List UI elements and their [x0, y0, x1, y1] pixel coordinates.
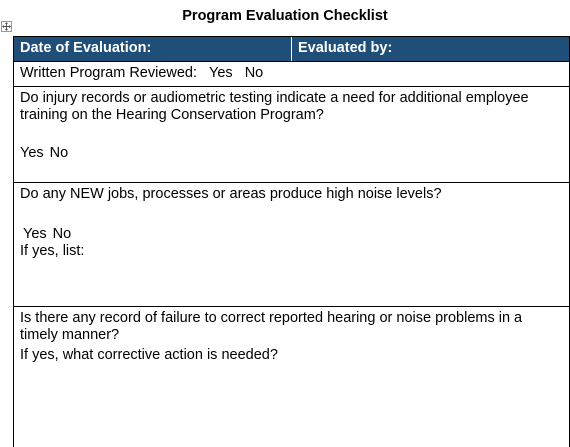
- written-program-yes[interactable]: Yes: [209, 65, 233, 81]
- injury-records-row[interactable]: [14, 87, 569, 183]
- failure-record-question: Is there any record of failure to correct reported hearing or noise problems in a timely manner?: [20, 310, 523, 343]
- evaluation-checklist-table: [13, 36, 570, 447]
- evaluated-by-cell[interactable]: Evaluated by:: [298, 40, 393, 56]
- new-jobs-row[interactable]: [14, 183, 569, 307]
- failure-record-row[interactable]: [14, 307, 569, 447]
- header-row: [14, 37, 569, 62]
- new-jobs-yes[interactable]: Yes: [23, 226, 47, 242]
- document-title: Program Evaluation Checklist: [182, 8, 388, 24]
- date-of-evaluation-cell[interactable]: Date of Evaluation:: [14, 37, 292, 61]
- written-program-row[interactable]: [14, 62, 569, 87]
- new-jobs-no[interactable]: No: [52, 226, 72, 242]
- written-program-no[interactable]: No: [244, 65, 264, 81]
- written-program-label: Written Program Reviewed:: [20, 65, 198, 81]
- injury-records-no[interactable]: No: [49, 145, 69, 161]
- new-jobs-question: Do any NEW jobs, processes or areas produce high noise levels?: [20, 186, 442, 202]
- injury-records-question: Do injury records or audiometric testing indicate a need for additional employee training on the Hearing Conservation Program?: [20, 90, 529, 123]
- new-jobs-followup: If yes, list:: [20, 243, 85, 259]
- failure-record-followup: If yes, what corrective action is needed?: [20, 347, 278, 363]
- injury-records-yes[interactable]: Yes: [20, 145, 44, 161]
